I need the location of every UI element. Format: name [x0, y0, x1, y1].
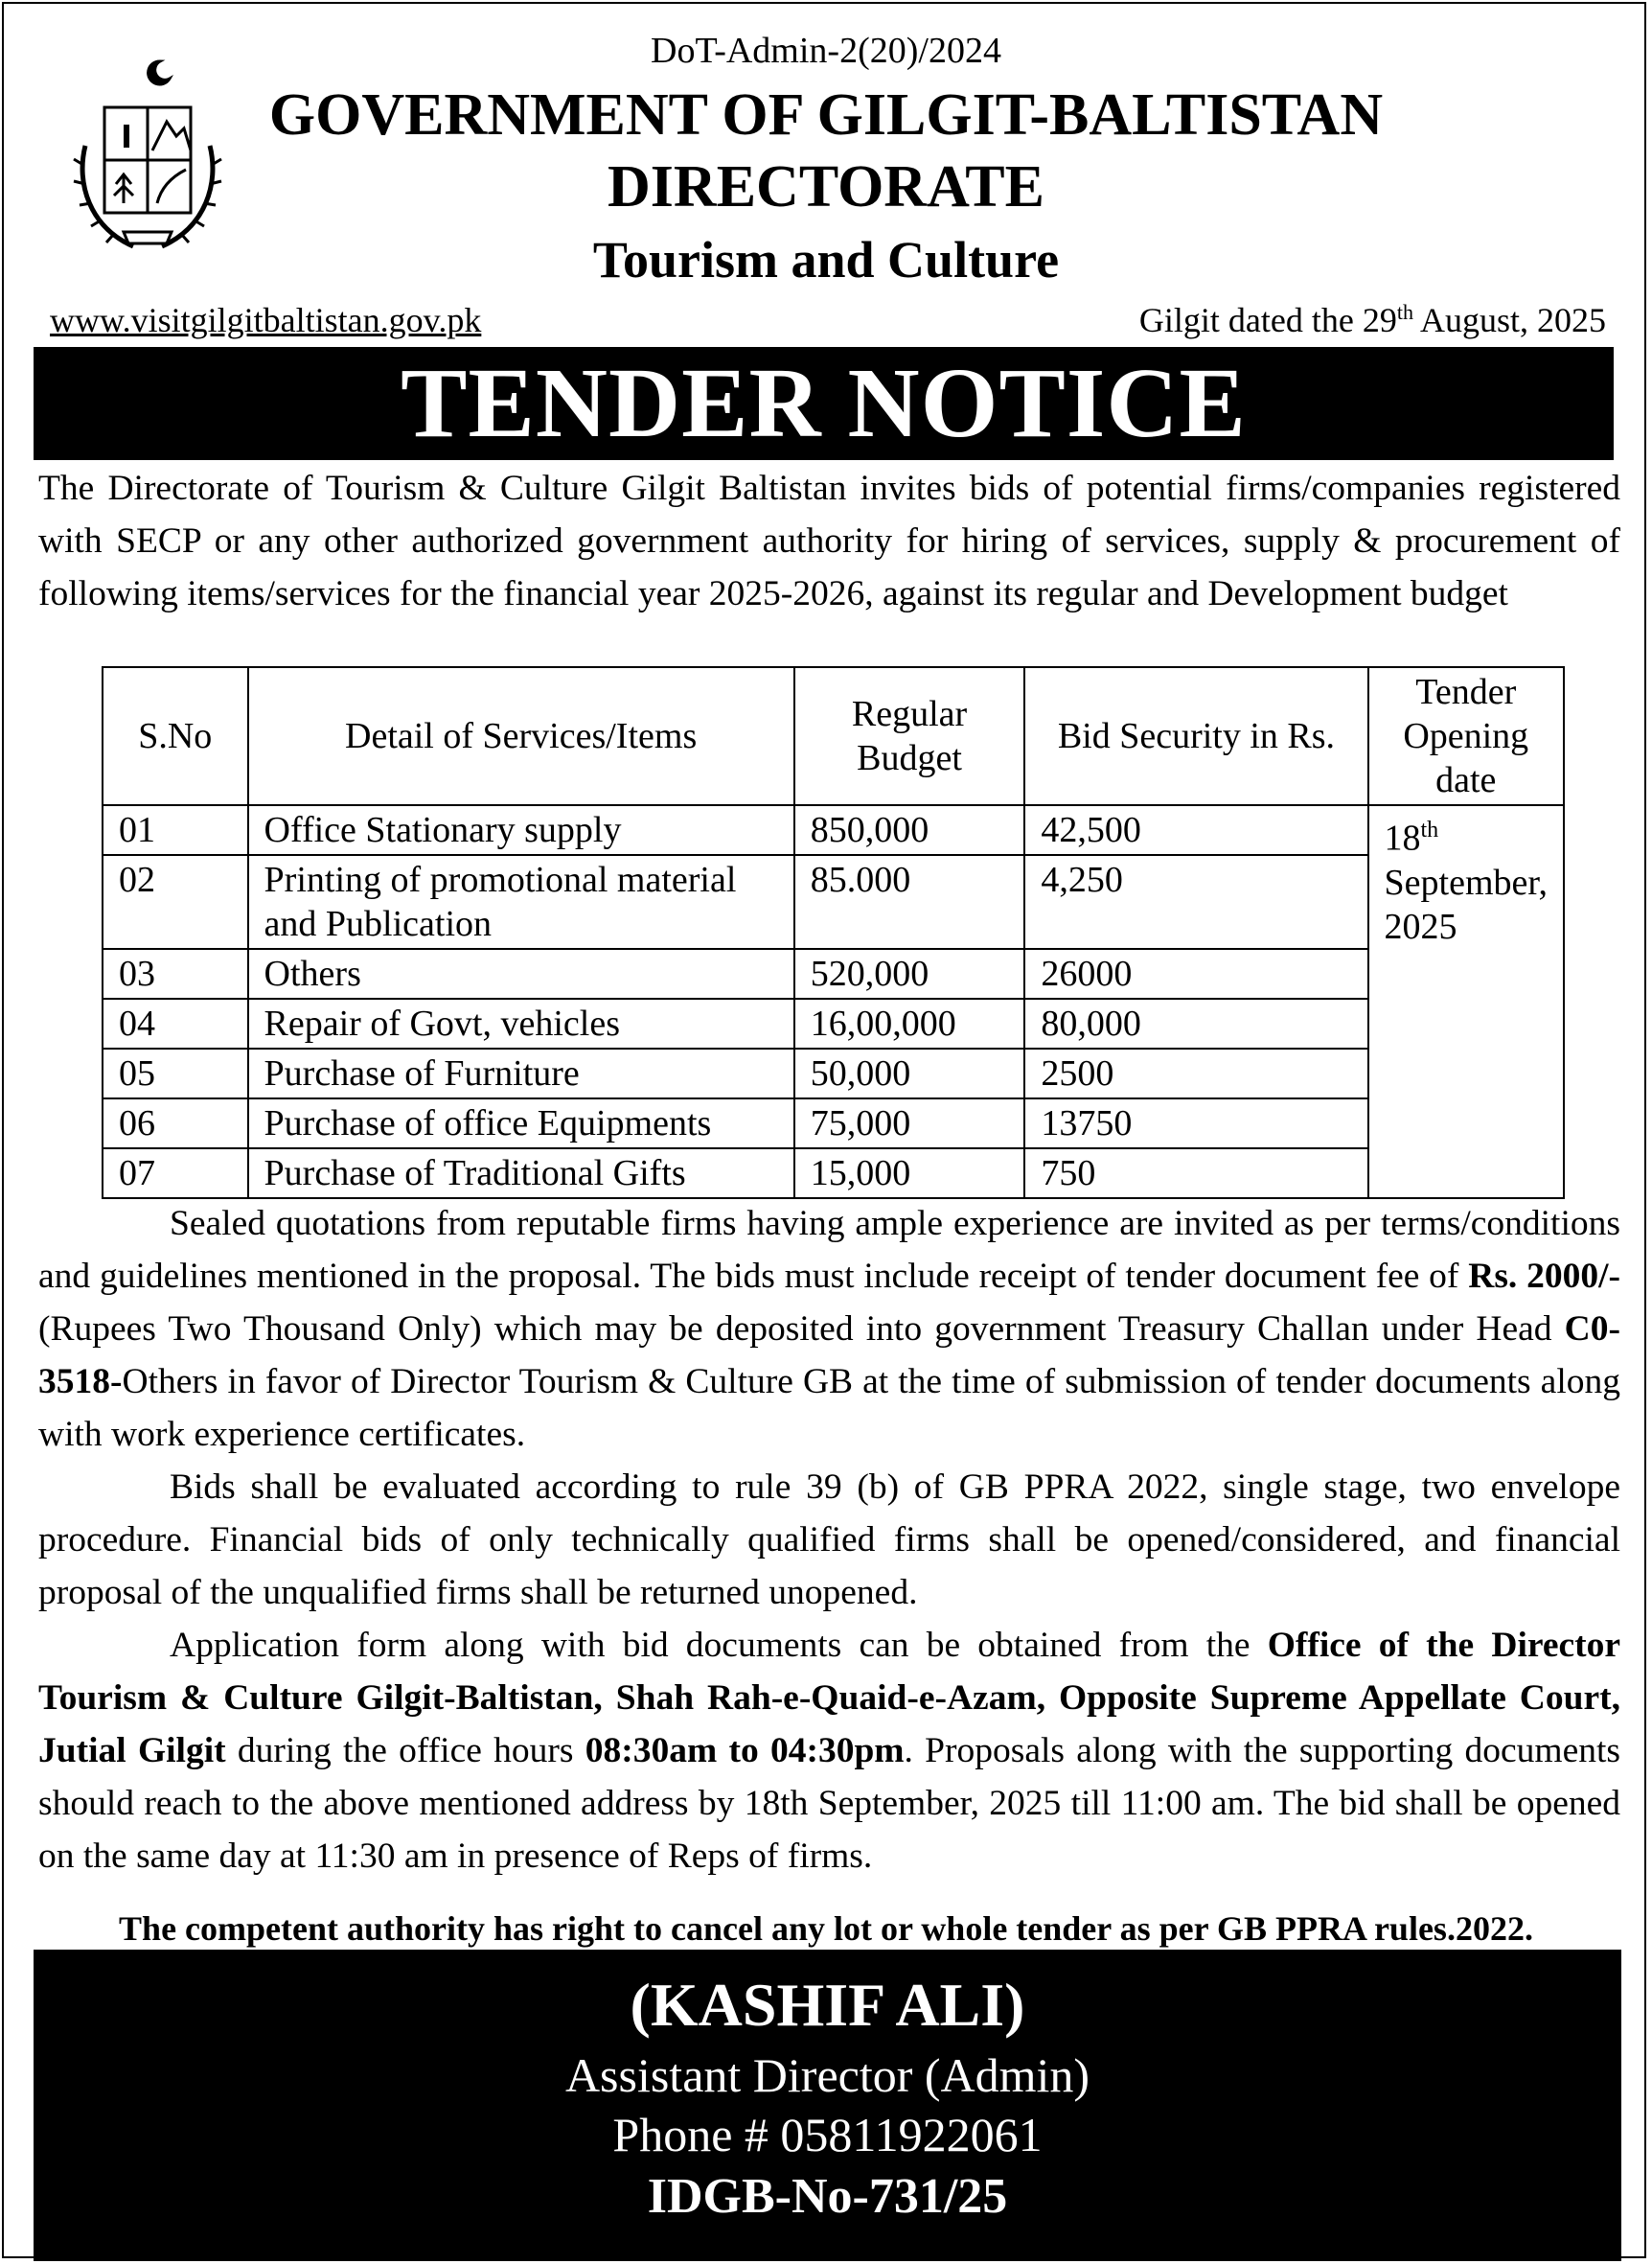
advertisement-id: IDGB-No-731/25 — [647, 2169, 1008, 2224]
row-sno: 07 — [103, 1148, 248, 1198]
row-detail: Purchase of office Equipments — [248, 1098, 794, 1148]
reference-number: DoT-Admin-2(20)/2024 — [651, 31, 1001, 71]
row-detail: Repair of Govt, vehicles — [248, 999, 794, 1049]
quotation-paragraph: Sealed quotations from reputable firms having ample experience are invited as per terms/conditions and guidelines mentioned in the proposal. The bids must include receipt of tender document fee of Rs. 2000/- (Rupees Two Thousand Only) which may be deposited into government Treasury Challan under Head C0-3518-Others in favor of Director Tourism & Culture GB at the time of submission of tender documents along with work experience certificates. — [38, 1204, 1620, 1454]
row-detail: Others — [248, 949, 794, 999]
signatory-title: Assistant Director (Admin) — [564, 2048, 1090, 2102]
col-security-header: Bid Security in Rs. — [1024, 667, 1367, 805]
directorate-heading: DIRECTORATE — [608, 154, 1044, 219]
row-security: 4,250 — [1024, 855, 1367, 949]
row-budget: 75,000 — [794, 1098, 1025, 1148]
department-heading: Tourism and Culture — [592, 231, 1060, 289]
tender-opening-date: 18th September, 2025 — [1368, 805, 1564, 1198]
government-heading: GOVERNMENT OF GILGIT-BALTISTAN — [268, 82, 1384, 148]
row-budget: 50,000 — [794, 1049, 1025, 1098]
tender-items-table — [102, 666, 1565, 1199]
signature-block — [34, 1950, 1621, 2261]
row-budget: 16,00,000 — [794, 999, 1025, 1049]
row-detail: Printing of promotional material and Publication — [248, 855, 794, 949]
row-security: 13750 — [1024, 1098, 1367, 1148]
table-header-row — [103, 667, 1564, 805]
table-row — [103, 949, 1564, 999]
table-row — [103, 1049, 1564, 1098]
table-row — [103, 1098, 1564, 1148]
website-link[interactable]: www.visitgilgitbaltistan.gov.pk — [50, 301, 482, 339]
row-budget: 520,000 — [794, 949, 1025, 999]
row-security: 80,000 — [1024, 999, 1367, 1049]
table-row — [103, 999, 1564, 1049]
row-sno: 01 — [103, 805, 248, 855]
row-sno: 06 — [103, 1098, 248, 1148]
row-security: 42,500 — [1024, 805, 1367, 855]
intro-paragraph: The Directorate of Tourism & Culture Gilgit Baltistan invites bids of potential firms/companies registered with SECP or any other authorized government authority for hiring of services, supply & procurement of following items/services for the financial year 2025-2026, against its regular and Development budget — [38, 469, 1620, 613]
table-row — [103, 805, 1564, 855]
row-budget: 850,000 — [794, 805, 1025, 855]
row-detail: Purchase of Furniture — [248, 1049, 794, 1098]
col-detail-header: Detail of Services/Items — [248, 667, 794, 805]
row-sno: 02 — [103, 855, 248, 949]
row-security: 2500 — [1024, 1049, 1367, 1098]
application-paragraph: Application form along with bid documents can be obtained from the Office of the Director Tourism & Culture Gilgit-Baltistan, Shah Rah-e-Quaid-e-Azam, Opposite Supreme Appellate Court, Jutial Gilgit during the office hours 08:30am to 04:30pm. Proposals along with the supporting documents should reach to the above mentioned address by 18th September, 2025 till 11:00 am. The bid shall be opened on the same day at 11:30 am in presence of Reps of firms. — [38, 1626, 1621, 1876]
row-detail: Purchase of Traditional Gifts — [248, 1148, 794, 1198]
row-sno: 05 — [103, 1049, 248, 1098]
col-opening-date-header: Tender Opening date — [1368, 667, 1564, 805]
closing-statement: The competent authority has right to cancel any lot or whole tender as per GB PPRA rules.2022. — [119, 1909, 1533, 1948]
evaluation-paragraph: Bids shall be evaluated according to rule 39 (b) of GB PPRA 2022, single stage, two envelope procedure. Financial bids of only technically qualified firms shall be opened/considered, and financial proposal of the unqualified firms shall be returned unopened. — [38, 1467, 1620, 1612]
table-row — [103, 1148, 1564, 1198]
row-security: 750 — [1024, 1148, 1367, 1198]
tender-notice-page — [2, 2, 1646, 2258]
signatory-name: (KASHIF ALI) — [630, 1971, 1025, 2039]
row-sno: 03 — [103, 949, 248, 999]
signatory-phone: Phone # 05811922061 — [612, 2108, 1043, 2161]
table-row — [103, 855, 1564, 949]
row-security: 26000 — [1024, 949, 1367, 999]
row-budget: 15,000 — [794, 1148, 1025, 1198]
col-budget-header: Regular Budget — [794, 667, 1025, 805]
row-sno: 04 — [103, 999, 248, 1049]
row-budget: 85.000 — [794, 855, 1025, 949]
row-detail: Office Stationary supply — [248, 805, 794, 855]
tender-notice-banner: TENDER NOTICE — [34, 347, 1614, 460]
issue-date: Gilgit dated the 29th August, 2025 — [1138, 300, 1606, 339]
col-sno-header: S.No — [103, 667, 248, 805]
